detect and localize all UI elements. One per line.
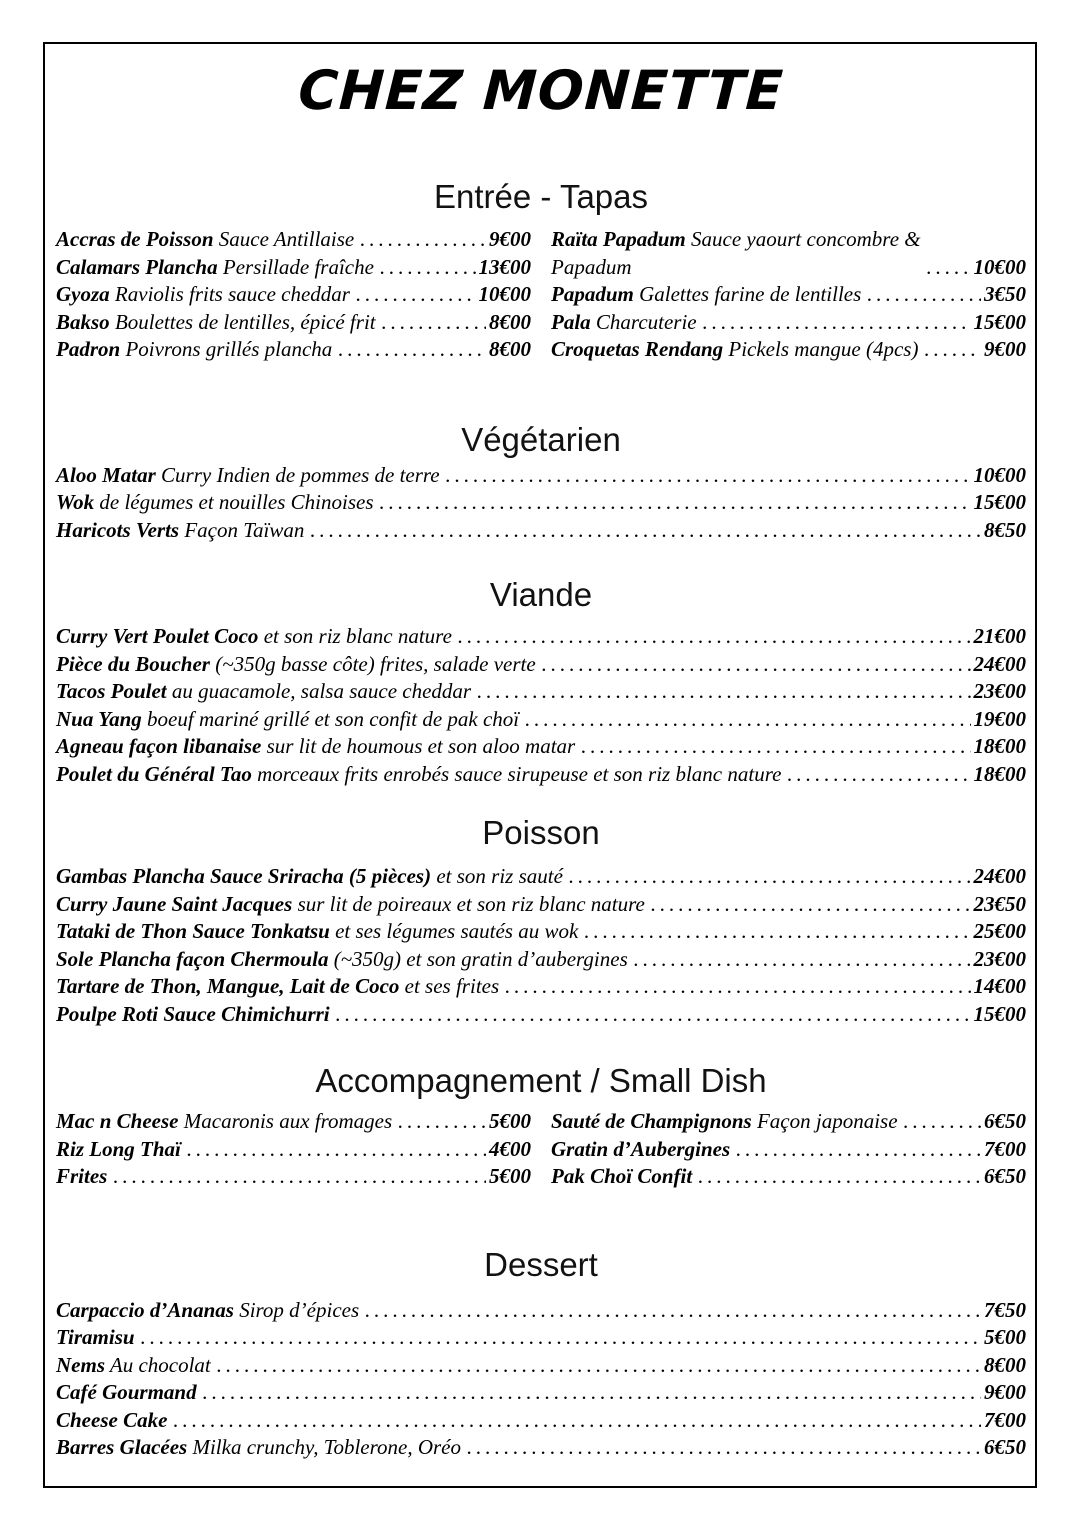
- section-heading-vegetarien: Végétarien: [461, 420, 621, 458]
- dots-leader: [477, 678, 970, 706]
- dish-text: [56, 863, 563, 891]
- dish-name: Mac n Cheese: [56, 1109, 179, 1133]
- dish-text: [56, 1407, 167, 1435]
- dots-leader: [113, 1163, 486, 1191]
- dish-text: [56, 706, 519, 734]
- section-heading-accompagnement: Accompagnement / Small Dish: [315, 1062, 767, 1099]
- dish-name: Poulet du Général Tao: [56, 761, 252, 786]
- item-list: [56, 863, 1026, 1028]
- dish-price: 21€00: [973, 624, 1026, 648]
- menu-item: [56, 489, 1026, 517]
- dish-name: Barres Glacées: [56, 1435, 188, 1459]
- section-heading-poisson: Poisson: [482, 814, 600, 851]
- dots-leader: [187, 1136, 486, 1164]
- dish-description-line: Sauce yaourt concombre &: [691, 227, 921, 251]
- item-list: [56, 1297, 1026, 1462]
- dish-text: [56, 254, 374, 282]
- dots-leader: [173, 1407, 981, 1435]
- dots-leader: [446, 462, 971, 490]
- dish-price: 9€00: [984, 1380, 1026, 1404]
- dish-name: Bakso: [56, 309, 110, 334]
- dots-leader: [736, 1136, 981, 1164]
- dish-name: Tataki de Thon Sauce Tonkatsu: [56, 919, 330, 943]
- dish-text: [56, 1136, 181, 1164]
- menu-item: [56, 1163, 531, 1191]
- dish-description: et ses frites: [404, 974, 500, 998]
- dish-description: Sirop d’épices: [239, 1297, 360, 1322]
- dish-description: boeuf mariné grillé et son confit de pak choï: [147, 706, 520, 731]
- section-heading-entree: Entrée - Tapas: [433, 178, 649, 215]
- dish-text: [56, 761, 781, 789]
- dots-leader: [380, 489, 971, 517]
- dish-text: [551, 1163, 692, 1191]
- item-list: [56, 462, 1026, 545]
- dish-price: 9€00: [489, 227, 531, 251]
- dots-leader: [634, 946, 971, 974]
- menu-item: [56, 973, 1026, 1001]
- dish-text: [56, 973, 499, 1001]
- dish-text: [56, 1001, 330, 1029]
- dots-leader: [336, 1001, 971, 1029]
- dish-text: [56, 733, 575, 761]
- dish-name: Poulpe Roti Sauce Chimichurri: [56, 1001, 330, 1026]
- dish-name: Tartare de Thon, Mangue, Lait de Coco: [56, 974, 400, 998]
- dots-leader: [569, 863, 971, 891]
- dish-text: [56, 1163, 107, 1191]
- dish-text: [56, 1324, 135, 1352]
- menu-item: [56, 623, 1026, 651]
- menu-item: [56, 1108, 531, 1136]
- dish-price: 10€00: [478, 282, 531, 306]
- column-2: [551, 226, 1026, 364]
- dots-leader: [867, 281, 981, 309]
- dish-price: 8€00: [489, 337, 531, 361]
- dish-text: [551, 336, 918, 364]
- dish-description: Pickels mangue (4pcs): [728, 337, 919, 361]
- dish-text: [56, 678, 471, 706]
- dish-name: Pala: [551, 309, 591, 334]
- dots-leader: [703, 309, 971, 337]
- dish-price: 18€00: [973, 734, 1026, 758]
- menu-item: [551, 281, 1026, 309]
- dish-name: Curry Vert Poulet Coco: [56, 624, 259, 648]
- dish-price: 8€00: [489, 309, 531, 334]
- dish-name: Carpaccio d’Ananas: [56, 1297, 234, 1322]
- dish-description: au guacamole, salsa sauce cheddar: [171, 679, 472, 703]
- dish-price: 5€00: [984, 1325, 1026, 1349]
- dish-description: Raviolis frits sauce cheddar: [114, 282, 350, 306]
- menu-item: [56, 1297, 1026, 1325]
- dish-name: Agneau façon libanaise: [56, 734, 262, 758]
- dish-text: [56, 946, 628, 974]
- section-heading-dessert: Dessert: [484, 1245, 598, 1283]
- dish-name: Nems: [56, 1352, 105, 1377]
- dish-description: sur lit de poireaux et son riz blanc nature: [297, 891, 645, 916]
- dish-price: 23€50: [973, 891, 1026, 916]
- menu-page-frame: [43, 42, 1037, 1488]
- menu-item: [56, 336, 531, 364]
- dish-name: Pak Choï Confit: [551, 1164, 693, 1188]
- section-vegetarien: [56, 419, 1026, 545]
- dish-name: Padron: [56, 337, 121, 361]
- dish-price: 18€00: [973, 761, 1026, 786]
- dish-description: morceaux frits enrobés sauce sirupeuse et son riz blanc nature: [257, 761, 782, 786]
- dots-leader: [356, 281, 476, 309]
- dish-text: [56, 1108, 392, 1136]
- dish-text: [551, 1136, 730, 1164]
- dish-name: Sole Plancha façon Chermoula: [56, 946, 329, 971]
- dish-price: 14€00: [973, 974, 1026, 998]
- dish-text: [56, 1379, 197, 1407]
- dish-text: [56, 1297, 359, 1325]
- menu-item: [551, 309, 1026, 337]
- dish-description: Charcuterie: [595, 309, 697, 334]
- menu-item: [56, 863, 1026, 891]
- dish-price: 10€00: [973, 254, 1026, 279]
- section-heading-viande: Viande: [489, 576, 593, 613]
- dots-leader: [525, 706, 970, 734]
- dish-price: 8€00: [984, 1352, 1026, 1377]
- menu-item: [56, 891, 1026, 919]
- dish-price: 6€50: [984, 1109, 1026, 1133]
- dish-name: Wok: [56, 490, 95, 514]
- dish-text: [56, 226, 354, 254]
- dish-text: [551, 226, 921, 281]
- dish-text: [56, 309, 376, 337]
- dots-leader: [310, 517, 981, 545]
- dish-name: Curry Jaune Saint Jacques: [56, 891, 293, 916]
- section-accompagnement: [56, 1060, 1026, 1191]
- dish-price: 15€00: [973, 1001, 1026, 1026]
- dish-price: 7€00: [984, 1407, 1026, 1432]
- restaurant-title: CHEZ MONETTE: [296, 59, 786, 122]
- dish-price: 5€00: [489, 1164, 531, 1188]
- dots-leader: [787, 761, 970, 789]
- menu-item: [56, 281, 531, 309]
- dots-leader: [651, 891, 971, 919]
- dish-name: Accras de Poisson: [56, 227, 214, 251]
- dots-leader: [584, 918, 970, 946]
- dish-text: [56, 1434, 461, 1462]
- dish-price: 25€00: [973, 919, 1026, 943]
- dish-price: 23€00: [973, 679, 1026, 703]
- menu-item: [56, 1352, 1026, 1380]
- item-list: [56, 623, 1026, 788]
- dish-text: [56, 517, 304, 545]
- dish-text: [56, 623, 452, 651]
- menu-item: [56, 1379, 1026, 1407]
- dish-text: [551, 1108, 898, 1136]
- dish-price: 10€00: [973, 462, 1026, 487]
- menu-item: [56, 1136, 531, 1164]
- dish-price: 15€00: [973, 309, 1026, 334]
- menu-item: [56, 918, 1026, 946]
- menu-item: [56, 651, 1026, 679]
- dish-price: 4€00: [489, 1136, 531, 1161]
- dish-text: [56, 891, 645, 919]
- dots-leader: [924, 336, 981, 364]
- dish-description: Persillade fraîche: [222, 254, 374, 279]
- dots-leader: [542, 651, 971, 679]
- dish-description: Galettes farine de lentilles: [639, 282, 862, 306]
- dish-description: Macaronis aux fromages: [183, 1109, 393, 1133]
- dish-text: [56, 1352, 211, 1380]
- menu-item: [56, 1434, 1026, 1462]
- dots-leader: [398, 1108, 486, 1136]
- dish-description: Sauce Antillaise: [218, 227, 355, 251]
- dots-leader: [382, 309, 486, 337]
- dish-description: Boulettes de lentilles, épicé frit: [114, 309, 376, 334]
- dish-name: Haricots Verts: [56, 517, 180, 542]
- dish-name: Gratin d’Aubergines: [551, 1136, 731, 1161]
- dots-leader: [365, 1297, 981, 1325]
- dish-description: Poivrons grillés plancha: [125, 337, 333, 361]
- dish-price: 7€00: [984, 1136, 1026, 1161]
- dish-name: Calamars Plancha: [56, 254, 218, 279]
- dish-name: Frites: [56, 1164, 108, 1188]
- dish-description: (~350g) et son gratin d’aubergines: [333, 946, 628, 971]
- dots-leader: [203, 1379, 981, 1407]
- section-viande: [56, 574, 1026, 788]
- dish-price: 5€00: [489, 1109, 531, 1133]
- menu-item: [56, 1324, 1026, 1352]
- dish-text: [551, 281, 861, 309]
- menu-item: [56, 678, 1026, 706]
- menu-item: [56, 517, 1026, 545]
- section-poisson: [56, 812, 1026, 1028]
- columns: [56, 226, 1026, 364]
- menu-item: [56, 946, 1026, 974]
- menu-item: [56, 254, 531, 282]
- dots-leader: [581, 733, 970, 761]
- dots-leader: [217, 1352, 981, 1380]
- dots-leader: [458, 623, 971, 651]
- dish-name: Sauté de Champignons: [551, 1109, 752, 1133]
- section-dessert: [56, 1244, 1026, 1462]
- menu-item: [56, 761, 1026, 789]
- menu-item: [551, 1163, 1026, 1191]
- dish-name: Gyoza: [56, 282, 110, 306]
- dish-name: Nua Yang: [56, 706, 142, 731]
- menu-item: [551, 1108, 1026, 1136]
- dish-description: Au chocolat: [109, 1352, 211, 1377]
- dish-description: Façon japonaise: [756, 1109, 898, 1133]
- dish-price: 24€00: [973, 651, 1026, 676]
- dish-text: [56, 918, 578, 946]
- dish-price: 23€00: [973, 946, 1026, 971]
- dots-leader: [927, 254, 971, 282]
- dish-description: Curry Indien de pommes de terre: [161, 462, 440, 487]
- dish-name: Tacos Poulet: [56, 679, 167, 703]
- menu-item: [56, 1407, 1026, 1435]
- dish-price: 6€50: [984, 1435, 1026, 1459]
- section-entree: [56, 176, 1026, 364]
- dish-name: Papadum: [551, 282, 634, 306]
- dots-leader: [360, 226, 486, 254]
- dots-leader: [141, 1324, 981, 1352]
- dots-leader: [698, 1163, 981, 1191]
- column-1: [56, 226, 531, 364]
- dots-leader: [338, 336, 486, 364]
- dots-leader: [380, 254, 476, 282]
- dish-text: [56, 651, 536, 679]
- column-1: [56, 1108, 531, 1191]
- dish-price: 24€00: [973, 864, 1026, 888]
- dish-name: Tiramisu: [56, 1325, 135, 1349]
- menu-item: [56, 706, 1026, 734]
- dish-description: Façon Taïwan: [184, 517, 305, 542]
- column-2: [551, 1108, 1026, 1191]
- dish-description-line: Papadum: [551, 254, 632, 279]
- dish-description: Milka crunchy, Toblerone, Oréo: [192, 1435, 461, 1459]
- dish-price: 6€50: [984, 1164, 1026, 1188]
- dots-leader: [904, 1108, 981, 1136]
- dish-text: [56, 462, 440, 490]
- menu-item: [56, 733, 1026, 761]
- menu-item: [56, 462, 1026, 490]
- dish-price: 7€50: [984, 1297, 1026, 1322]
- dish-text: [56, 336, 332, 364]
- dish-name: Cheese Cake: [56, 1407, 168, 1432]
- dish-price: 13€00: [478, 254, 531, 279]
- dish-price: 19€00: [973, 706, 1026, 731]
- menu-item: [56, 1001, 1026, 1029]
- dish-description: (~350g basse côte) frites, salade verte: [215, 651, 536, 676]
- dots-leader: [467, 1434, 981, 1462]
- dish-description: sur lit de houmous et son aloo matar: [266, 734, 576, 758]
- dish-price: 15€00: [973, 490, 1026, 514]
- dish-price: 8€50: [984, 517, 1026, 542]
- menu-body: [56, 176, 1026, 1462]
- dish-text: [56, 281, 350, 309]
- columns: [56, 1108, 1026, 1191]
- dots-leader: [505, 973, 970, 1001]
- dish-name: Aloo Matar: [56, 462, 156, 487]
- menu-item: [56, 226, 531, 254]
- dish-name: Pièce du Boucher: [56, 651, 210, 676]
- dish-description: de légumes et nouilles Chinoises: [99, 490, 374, 514]
- dish-description: et son riz sauté: [436, 864, 563, 888]
- dish-name: Riz Long Thaï: [56, 1136, 181, 1161]
- dish-price: 9€00: [984, 337, 1026, 361]
- dish-name: Café Gourmand: [56, 1380, 197, 1404]
- dish-description: et son riz blanc nature: [263, 624, 452, 648]
- menu-item: [551, 336, 1026, 364]
- menu-item: [551, 1136, 1026, 1164]
- menu-item: [56, 309, 531, 337]
- dish-name: Croquetas Rendang: [551, 337, 724, 361]
- dish-price: 3€50: [984, 282, 1026, 306]
- menu-item: [551, 226, 1026, 281]
- dish-text: [56, 489, 374, 517]
- dish-name: Raïta Papadum: [551, 227, 686, 251]
- dish-description: et ses légumes sautés au wok: [335, 919, 579, 943]
- dish-text: [551, 309, 697, 337]
- dish-name: Gambas Plancha Sauce Sriracha (5 pièces): [56, 864, 432, 888]
